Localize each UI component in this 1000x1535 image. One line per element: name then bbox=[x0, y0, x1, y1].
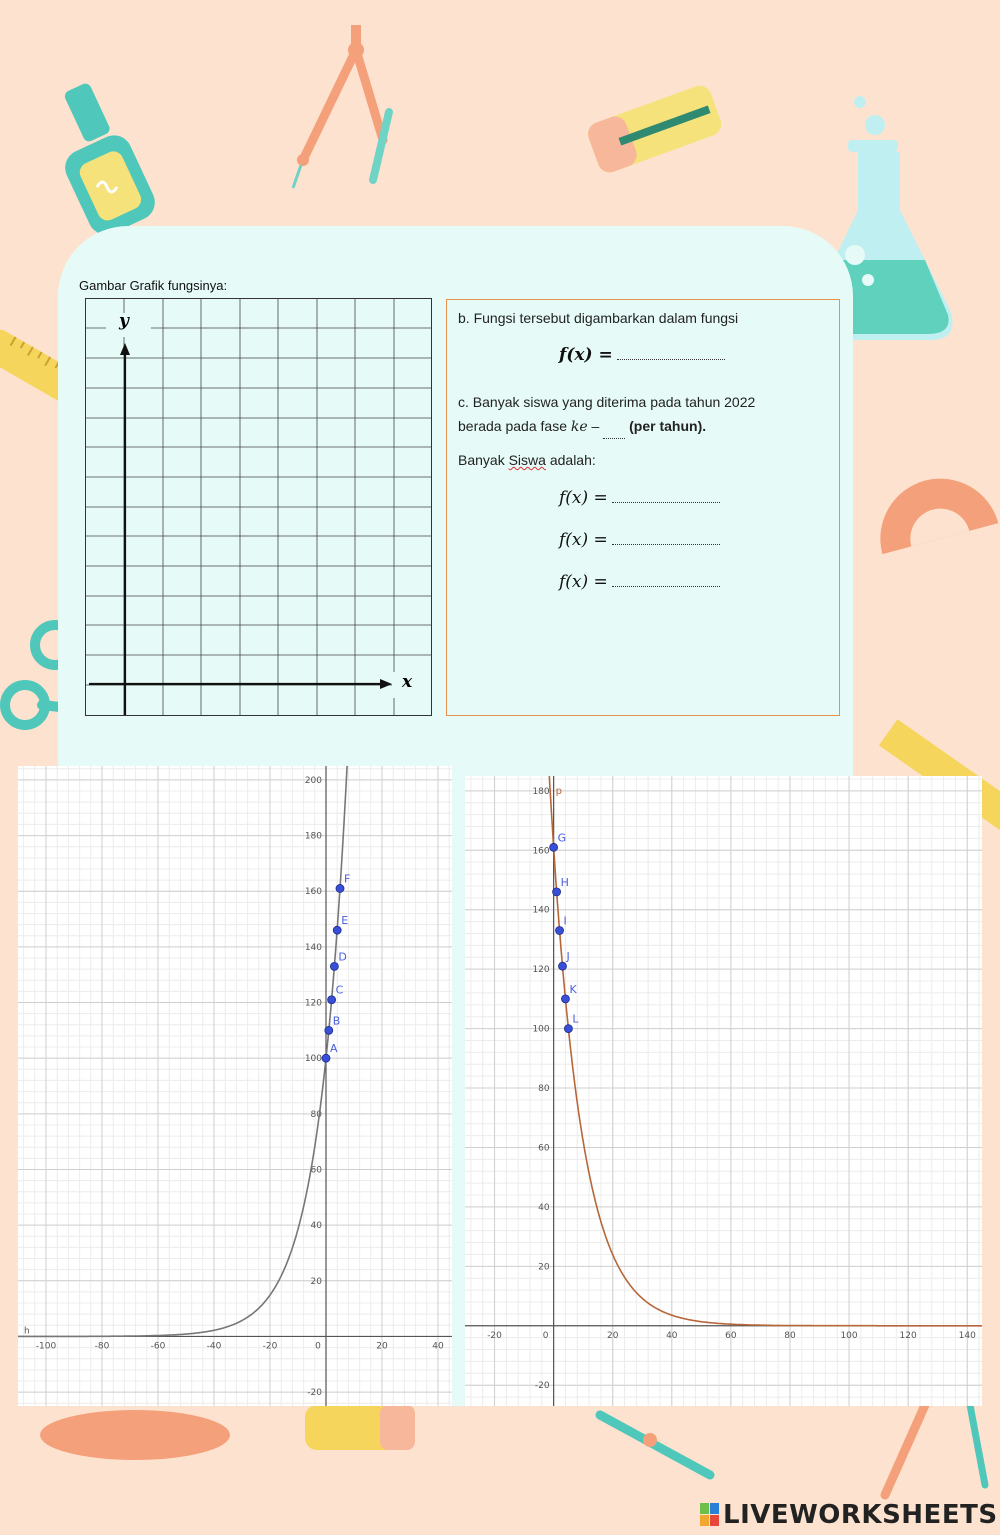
drawing-grid-svg bbox=[86, 299, 431, 715]
data-point bbox=[558, 962, 566, 970]
y-tick-label: 20 bbox=[538, 1262, 550, 1273]
question-c-line2 bbox=[458, 414, 830, 439]
nail-polish-decoration bbox=[45, 75, 165, 245]
point-label: F bbox=[344, 872, 351, 886]
y-tick-label: 180 bbox=[532, 786, 550, 797]
answer-b-input[interactable] bbox=[617, 358, 725, 360]
y-tick-label: 160 bbox=[532, 846, 550, 857]
phase-input[interactable] bbox=[603, 414, 625, 439]
x-tick-label: -40 bbox=[206, 1341, 222, 1352]
x-tick-label: 40 bbox=[432, 1341, 444, 1352]
y-tick-label: 100 bbox=[304, 1054, 322, 1065]
y-tick-label: 200 bbox=[304, 775, 322, 786]
banyak-siswa-label bbox=[458, 452, 596, 468]
data-point bbox=[561, 995, 569, 1003]
data-point bbox=[336, 884, 344, 892]
x-tick-label: 80 bbox=[784, 1330, 796, 1341]
x-tick-label: -80 bbox=[94, 1341, 110, 1352]
answer-fx-2 bbox=[559, 530, 720, 550]
point-label: G bbox=[557, 831, 567, 845]
fx-label: f(x) = bbox=[559, 572, 608, 592]
y-tick-label: 80 bbox=[538, 1084, 550, 1095]
answer-fx-3 bbox=[559, 572, 720, 592]
data-point bbox=[330, 962, 338, 970]
axis-y-label: y bbox=[119, 311, 129, 331]
answer-b-fx bbox=[559, 345, 725, 365]
fx-label: f(x) = bbox=[559, 345, 613, 365]
y-tick-label: 140 bbox=[532, 905, 550, 916]
x-tick-label: 20 bbox=[376, 1341, 388, 1352]
compass-decoration bbox=[285, 20, 405, 195]
question-c-dash: – bbox=[587, 418, 604, 434]
banyak-suffix: adalah: bbox=[545, 452, 596, 468]
x-tick-label: -20 bbox=[487, 1330, 502, 1341]
y-tick-label: 140 bbox=[304, 942, 322, 953]
x-tick-label: 60 bbox=[725, 1330, 737, 1341]
question-c-ke: ke bbox=[570, 419, 588, 435]
function-curve bbox=[18, 766, 350, 1336]
x-tick-label: -60 bbox=[150, 1341, 166, 1352]
question-c-start: berada pada fase bbox=[458, 418, 571, 434]
protractor-decoration bbox=[860, 440, 1000, 560]
axis-x-label: x bbox=[402, 672, 413, 692]
question-box bbox=[446, 299, 840, 716]
y-tick-label: 60 bbox=[538, 1143, 550, 1154]
y-tick-label: 160 bbox=[304, 887, 322, 898]
y-tick-label: 120 bbox=[304, 998, 322, 1009]
answer-2-input[interactable] bbox=[612, 543, 720, 545]
x-tick-label: 0 bbox=[542, 1330, 549, 1341]
y-tick-label: 180 bbox=[304, 831, 322, 842]
data-point bbox=[556, 927, 564, 935]
question-b: b. Fungsi tersebut digambarkan dalam fungsi bbox=[458, 310, 739, 326]
y-tick-label: 80 bbox=[310, 1109, 322, 1120]
point-label: K bbox=[569, 982, 577, 996]
curve-name-label: p bbox=[555, 786, 562, 797]
y-tick-label: 60 bbox=[310, 1165, 322, 1176]
point-label: I bbox=[563, 914, 567, 928]
y-tick-label: 100 bbox=[532, 1024, 550, 1035]
answer-fx-1 bbox=[559, 488, 720, 508]
data-point bbox=[325, 1026, 333, 1034]
curve-name-label: h bbox=[24, 1326, 30, 1337]
y-tick-label: -20 bbox=[534, 1381, 550, 1392]
eraser-decoration bbox=[580, 75, 730, 185]
graph-title: Gambar Grafik fungsinya: bbox=[79, 278, 228, 293]
question-c-line1: c. Banyak siswa yang diterima pada tahun 2022 bbox=[458, 394, 756, 410]
y-tick-label: -20 bbox=[307, 1388, 322, 1399]
answer-1-input[interactable] bbox=[612, 501, 720, 503]
decay-chart bbox=[465, 776, 982, 1406]
data-point bbox=[553, 888, 561, 896]
x-tick-label: -100 bbox=[35, 1341, 57, 1352]
answer-3-input[interactable] bbox=[612, 585, 720, 587]
question-c-end: (per tahun). bbox=[625, 418, 707, 434]
point-label: E bbox=[341, 914, 349, 928]
point-label: C bbox=[335, 983, 344, 997]
point-label: H bbox=[560, 875, 569, 889]
y-tick-label: 120 bbox=[532, 965, 550, 976]
data-point bbox=[550, 843, 558, 851]
question-c bbox=[458, 390, 830, 439]
x-tick-label: 140 bbox=[958, 1330, 976, 1341]
liveworksheets-logo-icon bbox=[700, 1503, 720, 1527]
x-tick-label: 120 bbox=[899, 1330, 917, 1341]
point-label: A bbox=[330, 1042, 338, 1056]
growth-chart bbox=[18, 766, 452, 1406]
y-tick-label: 20 bbox=[310, 1276, 322, 1287]
fx-label: f(x) = bbox=[559, 488, 608, 508]
banyak-prefix: Banyak bbox=[458, 452, 509, 468]
brand-name: LIVEWORKSHEETS bbox=[723, 1500, 998, 1530]
drawing-grid[interactable] bbox=[85, 298, 432, 716]
point-label: D bbox=[338, 950, 347, 964]
x-tick-label: 100 bbox=[840, 1330, 858, 1341]
fx-label: f(x) = bbox=[559, 530, 608, 550]
point-label: J bbox=[566, 950, 570, 964]
point-label: B bbox=[332, 1014, 341, 1028]
data-point bbox=[328, 996, 336, 1004]
y-tick-label: 40 bbox=[538, 1202, 550, 1213]
data-point bbox=[564, 1025, 572, 1033]
decay-chart-svg bbox=[465, 776, 982, 1406]
x-tick-label: 0 bbox=[315, 1341, 321, 1352]
x-tick-label: -20 bbox=[262, 1341, 278, 1352]
x-tick-label: 40 bbox=[666, 1330, 678, 1341]
banyak-word: Siswa bbox=[508, 452, 546, 468]
data-point bbox=[333, 926, 341, 934]
data-point bbox=[322, 1054, 330, 1062]
growth-chart-svg bbox=[18, 766, 452, 1406]
point-label: L bbox=[572, 1012, 579, 1026]
y-tick-label: 40 bbox=[310, 1221, 322, 1232]
x-tick-label: 20 bbox=[606, 1330, 619, 1341]
